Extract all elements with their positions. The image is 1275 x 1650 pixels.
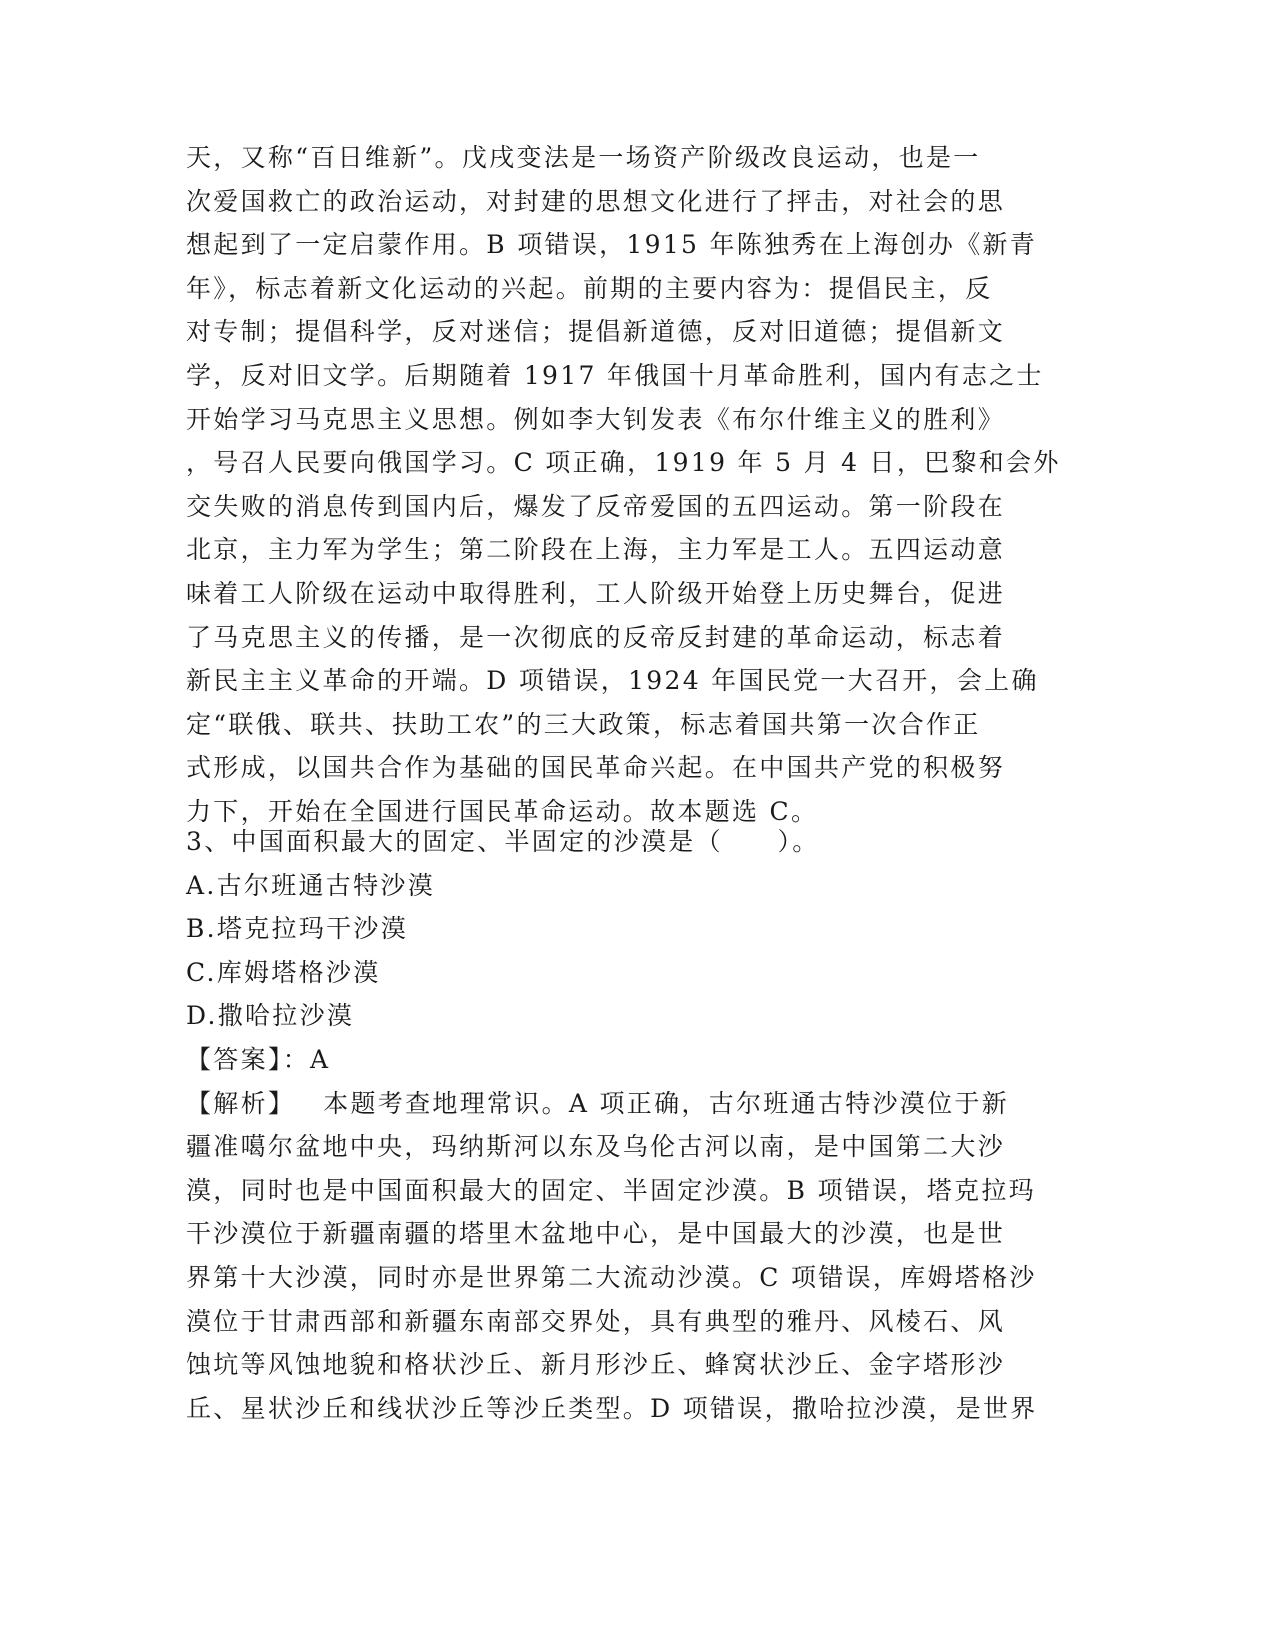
text-line: 北京，主力军为学生；第二阶段在上海，主力军是工人。五四运动意 [186, 535, 1006, 565]
text-line: 学，反对旧文学。后期随着 1917 年俄国十月革命胜利，国内有志之士 [186, 360, 1044, 390]
text-line: 力下，开始在全国进行国民革命运动。故本题选 C。 [186, 796, 819, 826]
text-line: 丘、星状沙丘和线状沙丘等沙丘类型。D 项错误，撒哈拉沙漠，是世界 [186, 1393, 1038, 1423]
previous-analysis-paragraph [186, 136, 1086, 834]
answer-label: 【答案】 [186, 1044, 283, 1074]
text-line: 对专制；提倡科学，反对迷信；提倡新道德，反对旧道德；提倡新文 [186, 317, 1006, 347]
text-line: 界第十大沙漠，同时亦是世界第二大流动沙漠。C 项错误，库姆塔格沙 [186, 1262, 1037, 1292]
text-line: 本题考查地理常识。A 项正确，古尔班通古特沙漠位于新 [323, 1088, 1010, 1118]
text-line: 漠，同时也是中国面积最大的固定、半固定沙漠。B 项错误，塔克拉玛 [186, 1175, 1036, 1205]
option-b: B.塔克拉玛干沙漠 [186, 914, 409, 944]
answer-value: ：A [282, 1044, 331, 1074]
text-line: 味着工人阶级在运动中取得胜利，工人阶级开始登上历史舞台，促进 [186, 578, 1006, 608]
text-line: 开始学习马克思主义思想。例如李大钊发表《布尔什维主义的胜利》 [186, 404, 1006, 434]
text-line: 漠位于甘肃西部和新疆东南部交界处，具有典型的雅丹、风棱石、风 [186, 1306, 1006, 1336]
question-stem: 3、中国面积最大的固定、半固定的沙漠是（ ）。 [186, 827, 820, 856]
text-line: 了马克思主义的传播，是一次彻底的反帝反封建的革命运动，标志着 [186, 622, 1006, 652]
option-d: D.撒哈拉沙漠 [186, 1001, 355, 1031]
text-line: 新民主主义革命的开端。D 项错误，1924 年国民党一大召开，会上确 [186, 666, 1039, 696]
option-a: A.古尔班通古特沙漠 [186, 870, 436, 900]
analysis-label: 【解析】 [186, 1088, 296, 1118]
answer-line [186, 1038, 1086, 1082]
text-line: 交失败的消息传到国内后，爆发了反帝爱国的五四运动。第一阶段在 [186, 491, 1006, 521]
text-line: 疆准噶尔盆地中央，玛纳斯河以东及乌伦古河以南，是中国第二大沙 [186, 1132, 1006, 1162]
text-line: 干沙漠位于新疆南疆的塔里木盆地中心，是中国最大的沙漠，也是世 [186, 1219, 1006, 1249]
text-line: 年》，标志着新文化运动的兴起。前期的主要内容为：提倡民主，反 [186, 273, 993, 303]
text-line: 蚀坑等风蚀地貌和格状沙丘、新月形沙丘、蜂窝状沙丘、金字塔形沙 [186, 1350, 1006, 1380]
text-line: 天，又称“百日维新”。戊戌变法是一场资产阶级改良运动，也是一 [186, 143, 981, 172]
question-3 [186, 820, 1086, 1430]
text-line: 想起到了一定启蒙作用。B 项错误，1915 年陈独秀在上海创办《新青 [186, 230, 1038, 260]
text-line: 次爱国救亡的政治运动，对封建的思想文化进行了抨击，对社会的思 [186, 186, 1006, 216]
analysis-first-line [186, 1082, 1086, 1126]
text-line: 定“联俄、联共、扶助工农”的三大政策，标志着国共第一次合作正 [186, 709, 981, 739]
text-line: 式形成，以国共合作为基础的国民革命兴起。在中国共产党的积极努 [186, 753, 1006, 783]
option-c: C.库姆塔格沙漠 [186, 957, 381, 987]
text-line: ，号召人民要向俄国学习。C 项正确，1919 年 5 月 4 日，巴黎和会外 [186, 448, 1061, 478]
